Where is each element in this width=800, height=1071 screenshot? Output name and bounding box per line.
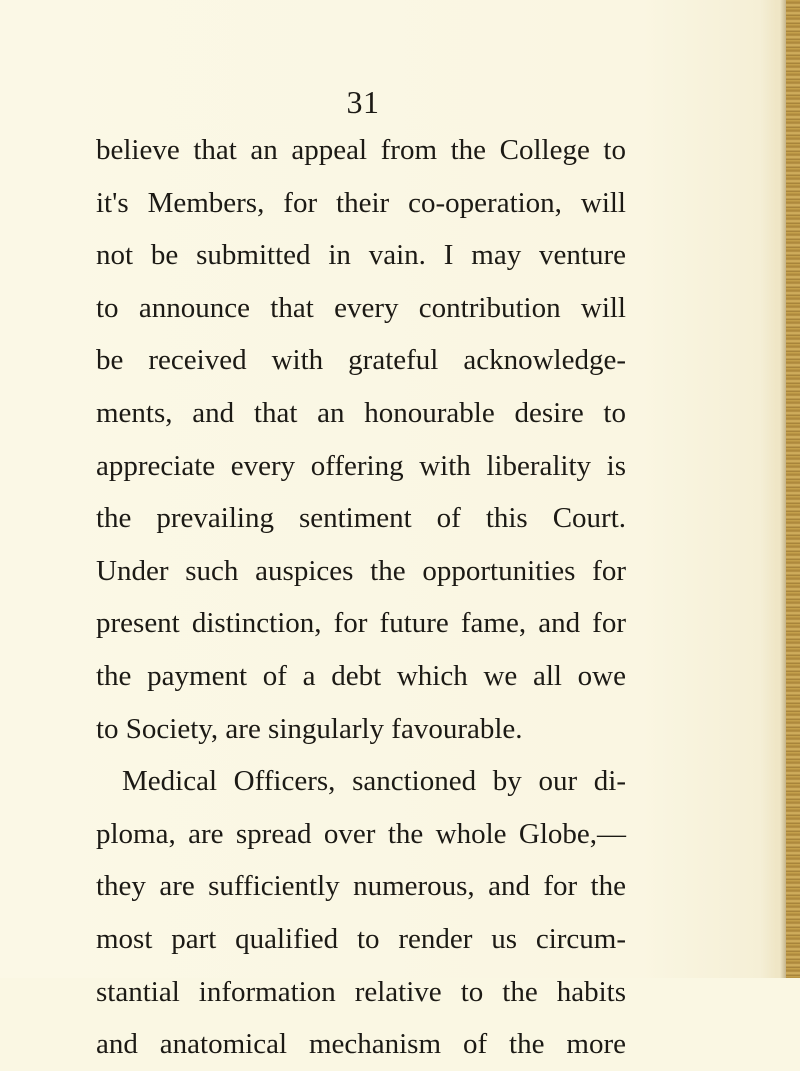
text-line: believe that an appeal from the College to xyxy=(96,134,626,166)
body-text xyxy=(96,124,626,1071)
text-line: stantial information relative to the habits xyxy=(96,975,626,1008)
text-line: be received with grateful acknowledge- xyxy=(96,344,626,377)
text-line: Under such auspices the opportunities for xyxy=(96,554,626,587)
text-line: and anatomical mechanism of the more xyxy=(96,1028,626,1061)
text-line: to Society, are singularly favourable. xyxy=(96,712,523,745)
text-line: the prevailing sentiment of this Court. xyxy=(96,502,626,535)
text-line: to announce that every contribution will xyxy=(96,291,626,324)
text-line: ments, and that an honourable desire to xyxy=(96,396,626,429)
text-line: ploma, are spread over the whole Globe,— xyxy=(96,817,626,850)
text-line: appreciate every offering with liberality is xyxy=(96,449,626,482)
text-line: they are sufficiently numerous, and for the xyxy=(96,870,626,903)
text-line-paragraph-start: Medical Officers, sanctioned by our di- xyxy=(122,765,626,798)
gilt-page-edge xyxy=(786,0,800,978)
text-line: the payment of a debt which we all owe xyxy=(96,659,626,692)
text-line: it's Members, for their co-operation, will xyxy=(96,186,626,219)
text-line: present distinction, for future fame, and for xyxy=(96,607,626,640)
text-line: most part qualified to render us circum- xyxy=(96,922,626,955)
text-line: not be submitted in vain. I may venture xyxy=(96,239,626,272)
page-number: 31 xyxy=(346,84,380,120)
